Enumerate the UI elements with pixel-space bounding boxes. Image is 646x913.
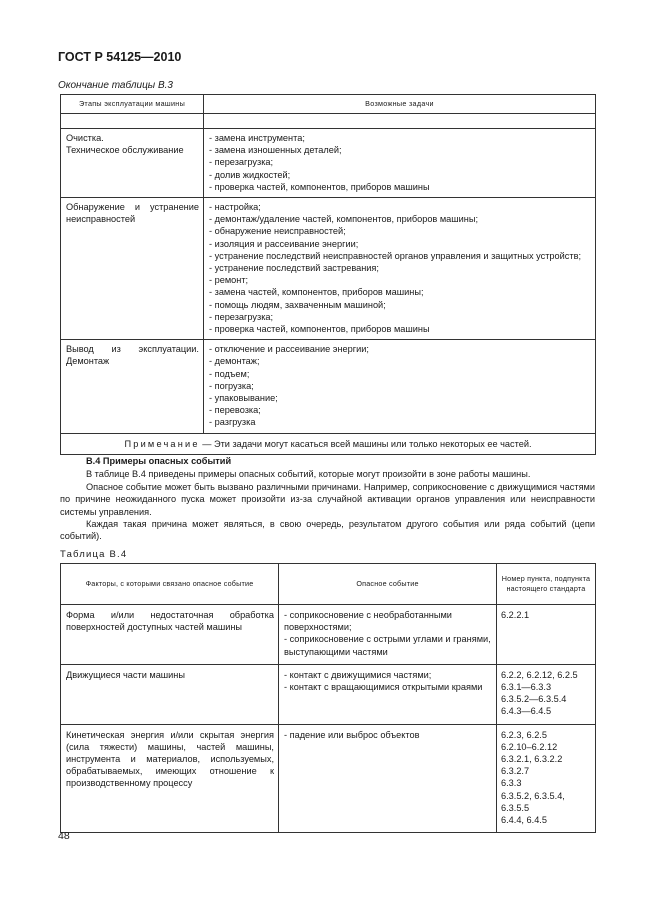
clause-ref: 6.2.3, 6.2.5 — [501, 729, 547, 740]
table-b4-caption: Таблица В.4 — [60, 549, 128, 560]
task-item: - погрузка; — [209, 380, 254, 391]
task-item: - перезагрузка; — [209, 157, 274, 168]
task-item: - упаковывание; — [209, 393, 278, 404]
table-b3 — [60, 94, 596, 455]
section-b4-paragraph: Опасное событие может быть вызвано различными причинами. Например, соприкосновение с движущимися частями по причине неожиданного пуска может произойти из-за случайной активации органов управления или неисправности системы управления. — [60, 482, 595, 517]
page-number: 48 — [58, 830, 70, 842]
table-b3-note — [61, 433, 596, 454]
task-item: - отключение и рассеивание энергии; — [209, 344, 369, 355]
clause-ref: 6.2.2.1 — [501, 610, 530, 620]
task-item: - устранение последствий застревания; — [209, 263, 379, 274]
table-row — [61, 664, 596, 724]
factor-cell: Форма и/или недостаточная обработка поверхностей доступных частей машины — [61, 605, 279, 665]
clause-ref: 6.2.2, 6.2.12, 6.2.5 — [501, 669, 578, 680]
clause-cell — [497, 664, 596, 724]
column-header-factors: Факторы, с которыми связано опасное событие — [61, 564, 279, 605]
task-item: - помощь людям, захваченным машиной; — [209, 299, 386, 310]
table-row — [61, 605, 596, 665]
clause-ref: 6.4.3—6.4.5 — [501, 706, 552, 717]
event-item: - контакт с вращающимися открытыми краями — [284, 682, 483, 693]
clause-cell — [497, 605, 596, 665]
task-item: - подъем; — [209, 368, 250, 379]
task-item: - долив жидкостей; — [209, 169, 291, 180]
clause-ref: 6.3.2.1, 6.3.2.2 — [501, 754, 563, 765]
table-b3-header-row — [61, 95, 596, 114]
table-row — [61, 129, 596, 198]
note-label: Примечание — [124, 438, 200, 449]
column-header-event: Опасное событие — [279, 564, 497, 605]
task-item: - изоляция и рассеивание энергии; — [209, 238, 359, 249]
event-cell — [279, 605, 497, 665]
task-item: - демонтаж; — [209, 356, 260, 367]
clause-ref: 6.4.4, 6.4.5 — [501, 815, 547, 826]
column-header-clause: Номер пункта, подпункта настоящего стандарта — [497, 564, 596, 605]
table-b3-note-row — [61, 433, 596, 454]
tasks-cell — [204, 340, 596, 433]
document-header: ГОСТ Р 54125—2010 — [58, 50, 182, 64]
table-row — [61, 340, 596, 433]
stage-cell: Обнаружение и устранение неисправностей — [61, 198, 204, 340]
column-header-tasks: Возможные задачи — [204, 95, 596, 114]
task-item: - перевозка; — [209, 405, 261, 416]
clause-ref: 6.3.1—6.3.3 — [501, 682, 552, 693]
task-item: - разгрузка — [209, 417, 256, 428]
spacer-cell — [204, 114, 596, 129]
note-text: — Эти задачи могут касаться всей машины или только некоторых ее частей. — [199, 438, 532, 449]
event-item: - контакт с движущимися частями; — [284, 669, 432, 680]
table-row — [61, 724, 596, 833]
task-item: - замена инструмента; — [209, 133, 305, 143]
clause-ref: 6.2.10–6.2.12 — [501, 741, 558, 752]
table-b4-header-row — [61, 564, 596, 605]
task-item: - обнаружение неисправностей; — [209, 226, 346, 237]
clause-ref: 6.3.5.2, 6.3.5.4, — [501, 790, 565, 801]
event-cell — [279, 724, 497, 833]
table-b3-caption: Окончание таблицы В.3 — [58, 80, 173, 91]
section-b4-heading: В.4 Примеры опасных событий — [86, 456, 232, 466]
tasks-cell — [204, 129, 596, 198]
event-item: - соприкосновение с необработанными поверхностями; — [284, 610, 452, 633]
clause-ref: 6.3.3 — [501, 778, 522, 789]
column-header-stages: Этапы эксплуатации машины — [61, 95, 204, 114]
factor-cell: Кинетическая энергия и/или скрытая энергия (сила тяжести) машины, частей машины, инструмента и материалов, используемых, обрабатываемых, имеющих отношение к производственному процессу — [61, 724, 279, 833]
tasks-cell — [204, 198, 596, 340]
section-b4-paragraph: В таблице В.4 приведены примеры опасных событий, которые могут произойти в зоне работы машины. — [86, 469, 531, 479]
event-item: - соприкосновение с острыми углами и гранями, выступающими частями — [284, 634, 491, 657]
task-item: - устранение последствий неисправностей органов управления и защитных устройств; — [209, 250, 582, 261]
table-b4 — [60, 563, 596, 833]
task-item: - перезагрузка; — [209, 311, 274, 322]
stage-cell: Вывод из эксплуатации. Демонтаж — [61, 340, 204, 433]
factor-cell: Движущиеся части машины — [61, 664, 279, 724]
event-item: - падение или выброс объектов — [284, 729, 420, 740]
task-item: - замена изношенных деталей; — [209, 145, 342, 156]
spacer-cell — [61, 114, 204, 129]
event-cell — [279, 664, 497, 724]
task-item: - ремонт; — [209, 275, 249, 286]
task-item: - настройка; — [209, 202, 261, 213]
task-item: - замена частей, компонентов, приборов машины; — [209, 287, 424, 298]
table-row — [61, 198, 596, 340]
clause-cell — [497, 724, 596, 833]
clause-ref: 6.3.2.7 — [501, 766, 530, 777]
table-b3-spacer-row — [61, 114, 596, 129]
task-item: - демонтаж/удаление частей, компонентов, приборов машины; — [209, 214, 479, 225]
section-b4-paragraph: Каждая такая причина может являться, в свою очередь, результатом другого события или ряда событий (цепи событий). — [60, 519, 595, 542]
stage-cell: Очистка. Техническое обслуживание — [61, 129, 204, 198]
task-item: - проверка частей, компонентов, приборов машины — [209, 181, 430, 192]
clause-ref: 6.3.5.2—6.3.5.4 — [501, 694, 567, 705]
task-item: - проверка частей, компонентов, приборов машины — [209, 324, 430, 335]
clause-ref: 6.3.5.5 — [501, 802, 530, 813]
